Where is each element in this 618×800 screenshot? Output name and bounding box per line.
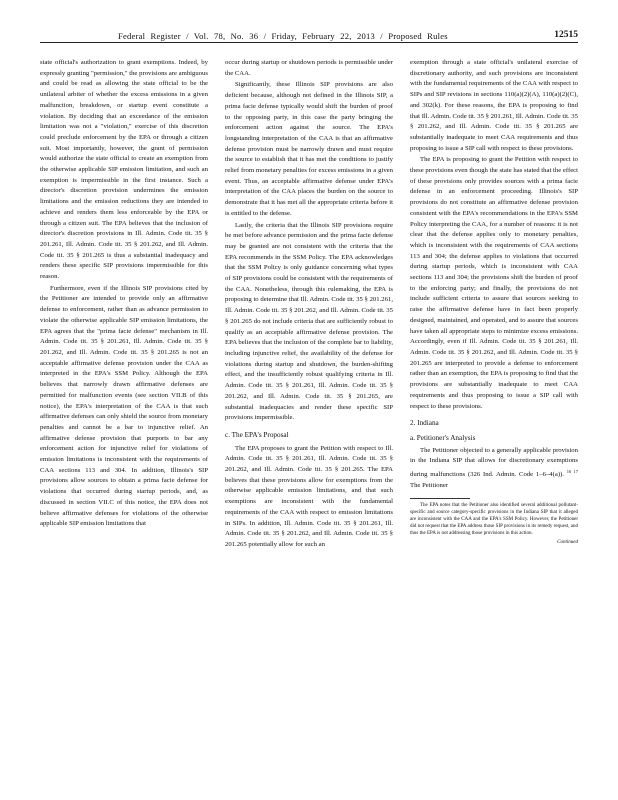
column-1 [40, 58, 208, 530]
section-heading: c. The EPA's Proposal [225, 430, 289, 439]
footnote: The EPA notes that the Petitioner also identified several additional pollutant-specific and source category-specific provisions in the Indiana SIP that it alleged are inconsistent with the CAA and the EPA's SSM Policy. However, the Petitioner did not request that the EPA address those SIP provisions in its remedy request, and thus the EPA is not addressing those provisions in this action. [410, 502, 578, 536]
section-heading: 2. Indiana [410, 419, 439, 428]
paragraph [410, 446, 578, 492]
running-header: Federal Register / Vol. 78, No. 36 / Friday, February 22, 2013 / Proposed Rules [118, 31, 448, 41]
page-number: 12515 [554, 30, 578, 40]
footnote-rule [410, 498, 470, 499]
paragraph: The EPA proposes to grant the Petition with respect to Ill. Admin. Code tit. 35 § 201.261, Ill. Admin. Code tit. 35 § 201.262, and Ill. Admin. Code tit. 35 § 201.265. The EPA believes that these provisions allow for exemptions from the otherwise applicable emission limitations, and that such exemptions are inconsistent with the fundamental requirements of the CAA with respect to emission limitations in SIPs. In addition, Ill. Admin. Code tit. 35 § 201.261, Ill. Admin. Code tit. 35 § 201.262, and Ill. Admin. Code tit. 35 § 201.265 potentially allow for such an [225, 444, 393, 548]
column-2 [225, 58, 393, 551]
paragraph: occur during startup or shutdown periods is permissible under the CAA. [225, 59, 393, 77]
paragraph: Furthermore, even if the Illinois SIP provisions cited by the Petitioner are intended to provide only an affirmative defense to enforcement, rather than as advance permission to violate the otherwise applicable SIP emission limitations, the EPA agrees that the "prima facie defense" mechanism in Ill. Admin. Code tit. 35 § 201.261, Ill. Admin. Code tit. 35 § 201.262, and Ill. Admin. Code tit. 35 § 201.265 is not an acceptable affirmative defense provision under the CAA as interpreted in the EPA's SSM Policy. Although the EPA believes that narrowly drawn affirmative defenses are permitted for malfunction events (see section VII.B of this notice), the EPA's interpretation of the CAA is that such affirmative defenses can only shield the source from monetary penalties and cannot be a bar to injunctive relief. An affirmative defense provision that purports to bar any enforcement action for injunctive relief for violations of emission limitations is inconsistent with the requirements of CAA sections 113 and 304. In addition, Illinois's SIP provisions allow sources to obtain a prima facie defense for violations that occurred during startup periods, and, as discussed in section VII.C of this notice, the EPA does not believe affirmative defenses for violations of the otherwise applicable SIP emission limitations that [40, 284, 208, 528]
footnote-continued: Continued [557, 539, 578, 545]
footnote-markers: 16 17 [566, 469, 579, 475]
header-rule [40, 42, 578, 43]
paragraph: state official's authorization to grant exemptions. Indeed, by expressly granting "permission," the provisions are ambiguous and could be read as allowing the state official to be the unilateral arbiter of whether the excess emissions in a given malfunction, breakdown, or startup event constitute a violation. By deciding that an exceedance of the emission limitation was not a "violation," exercise of this discretion could preclude enforcement by the EPA or through a citizen suit. Most importantly, however, the grant of permission would authorize the state official to create an exemption from the otherwise applicable SIP emission limitation, and such an exemption is impermissible in the first instance. Such a director's discretion provision undermines the emission limitations and the emission reductions they are intended to achieve and renders them less enforceable by the EPA or through a citizen suit. The EPA believes that the inclusion of director's discretion provisions in Ill. Admin. Code tit. 35 § 201.261, Ill. Admin. Code tit. 35 § 201.262, and Ill. Admin. Code tit. 35 § 201.265 is thus a substantial inadequacy and renders these specific SIP provisions impermissible for this reason. [40, 59, 208, 281]
paragraph: Significantly, these Illinois SIP provisions are also deficient because, although not defined in the Illinois SIP, a prima facie defense typically would shift the burden of proof to the opposing party, in this case the party bringing the enforcement action against the source. The EPA's longstanding interpretation of the CAA is that an affirmative defense provision must be narrowly drawn and must require the source to establish that it has met the conditions to justify relief from monetary penalties for excess emissions in a given event. Thus, an acceptable affirmative defense under EPA's interpretation of the CAA places the burden on the source to demonstrate that it has met all the appropriate criteria before it is entitled to the defense. [225, 81, 393, 217]
subsection-heading: a. Petitioner's Analysis [410, 433, 476, 442]
column-3 [410, 58, 578, 546]
paragraph: The EPA is proposing to grant the Petition with respect to these provisions even though the state has stated that the effect of these provisions only provides sources with a prima facie defense in an enforcement proceeding. Illinois's SIP provisions do not constitute an affirmative defense provision consistent with the EPA's recommendations in the EPA's SSM Policy interpreting the CAA, for a number of reasons: it is not clear that the defense applies only to monetary penalties, which is inconsistent with the requirements of CAA sections 113 and 304; the defense applies to violations that occurred during startup periods, which is inconsistent with CAA sections 113 and 304; the provisions shift the burden of proof to the enforcing party; and finally, the provisions do not include sufficient criteria to assure that sources seeking to raise the affirmative defense have in fact been properly designed, maintained, and operated, and to assure that sources have taken all appropriate steps to minimize excess emissions. Accordingly, even if Ill. Admin. Code tit. 35 § 201.261, Ill. Admin. Code tit. 35 § 201.262, and Ill. Admin. Code tit. 35 § 201.265 are interpreted to provide a defense to enforcement rather than an exemption, the EPA is proposing to find that the provisions are substantially inadequate to meet CAA requirements and thus proposing to issue a SIP call with respect to these provisions. [410, 156, 578, 410]
paragraph: exemption through a state official's unilateral exercise of discretionary authority, and such provisions are inconsistent with the fundamental requirements of the CAA with respect to SIPs and SIP revisions in sections 110(a)(2)(A), 110(a)(2)(C), and 302(k). For these reasons, the EPA is proposing to find that Ill. Admin. Code tit. 35 § 201.261, Ill. Admin. Code tit. 35 § 201.262, and Ill. Admin. Code tit. 35 § 201.265 are substantially inadequate to meet CAA requirements and thus proposing to issue a SIP call with respect to these provisions. [410, 59, 578, 152]
paragraph-text: The Petitioner objected to a generally applicable provision in the Indiana SIP that allows for discretionary exemptions during malfunctions (326 Ind. Admin. Code 1–6–4(a)). [410, 446, 578, 479]
page-header [0, 0, 618, 40]
paragraph-tail: The Petitioner [410, 481, 449, 489]
paragraph: Lastly, the criteria that the Illinois SIP provisions require be met before advance permission and the prima facie defense may be granted are not consistent with the criteria that the EPA recommends in the SSM Policy. The EPA acknowledges that the SSM Policy is only guidance concerning what types of SIP provisions could be consistent with the requirements of the CAA. Nonetheless, through this rulemaking, the EPA is proposing to determine that Ill. Admin. Code tit. 35 § 201.261, Ill. Admin. Code tit. 35 § 201.262, and Ill. Admin. Code tit. 35 § 201.265 do not include criteria that are sufficiently robust to qualify as an acceptable affirmative defense provision. The EPA believes that the inclusion of the complete bar to liability, including injunctive relief, the availability of the defense for violations during startup and shutdown, the burden-shifting effect, and the insufficiently robust qualifying criteria in Ill. Admin. Code tit. 35 § 201.261, Ill. Admin. Code tit. 35 § 201.262, and Ill. Admin. Code tit. 35 § 201.265, are substantial inadequacies and render these specific SIP provisions impermissible. [225, 221, 393, 422]
